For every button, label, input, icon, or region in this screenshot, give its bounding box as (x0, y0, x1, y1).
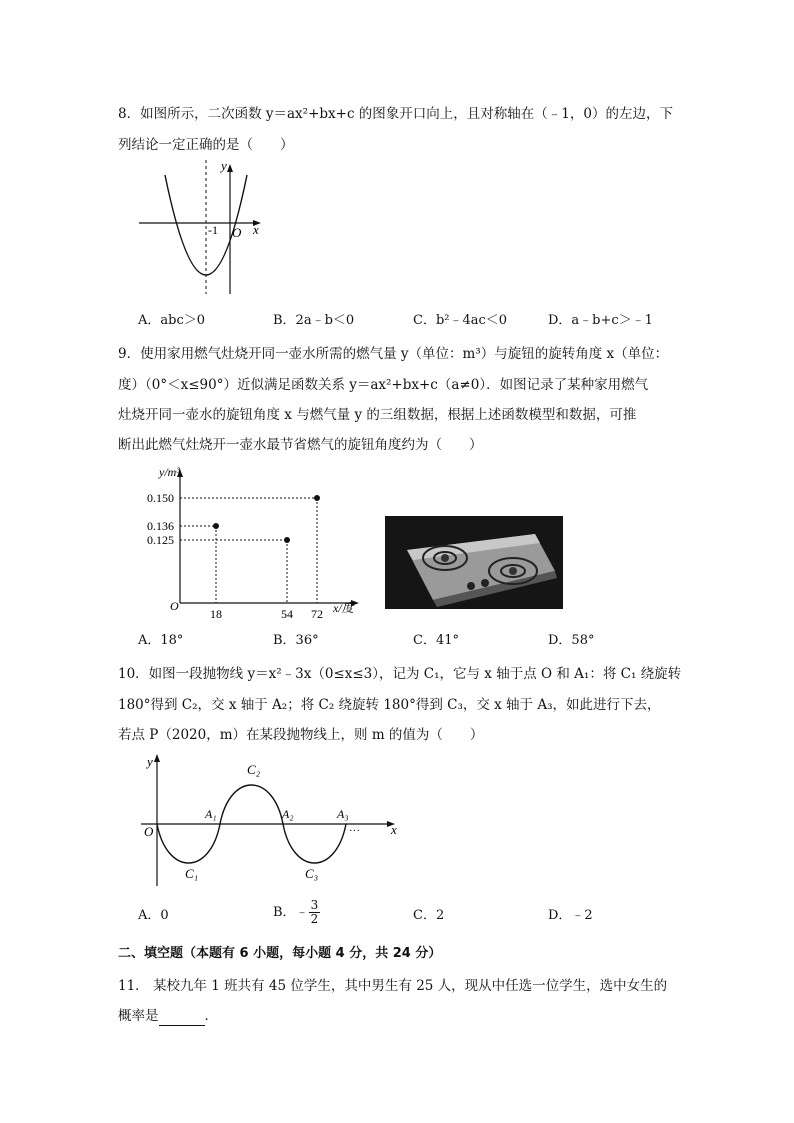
q10-label-c3: C₃ (305, 866, 319, 881)
q10-label-c2: C₂ (247, 762, 261, 777)
q9-y-tick-label-2: 0.150 (147, 491, 174, 505)
q10-label-c1: C₁ (185, 866, 199, 881)
q8-tick-label: -1 (208, 223, 218, 237)
q10-option-d[interactable]: D．﹣2 (548, 908, 593, 923)
section-2-title: 二、填空题（本题有 6 小题，每小题 4 分，共 24 分） (118, 946, 442, 961)
q9-y-tick-label-1: 0.125 (147, 533, 174, 547)
q8-option-d[interactable]: D．a﹣b+c＞﹣1 (548, 313, 653, 328)
q11-text-line-2 (118, 1006, 218, 1026)
q10-text-line-3: 若点 P（2020，m）在某段抛物线上，则 m 的值为（ ） (118, 727, 484, 743)
q9-option-b[interactable]: B．36° (273, 633, 319, 648)
q10-option-b-denominator: 2 (310, 912, 319, 926)
q9-text-line-4: 断出此燃气灶烧开一壶水最节省燃气的旋钮角度约为（ ） (118, 437, 483, 453)
q10-parabola-graph (135, 752, 405, 890)
q10-label-a3: A₃ (337, 807, 349, 821)
q11-line2-suffix: ． (204, 1008, 218, 1024)
q9-scatter-chart (135, 463, 370, 623)
q10-option-b-prefix: B．﹣ (273, 905, 309, 920)
q9-text-line-1: 9．使用家用燃气灶烧开同一壶水所需的燃气量 y（单位：m³）与旋钮的旋转角度 x（单位： (118, 346, 669, 362)
q11-text-line-1: 11． 某校九年 1 班共有 45 位学生，其中男生有 25 人，现从中任选一位学生，选中女生的 (118, 978, 668, 994)
q9-x-tick-label-2: 72 (311, 607, 323, 621)
q8-option-b[interactable]: B．2a﹣b＜0 (273, 313, 355, 328)
q9-option-c[interactable]: C．41° (413, 633, 459, 648)
q10-option-b-numerator: 3 (310, 898, 319, 912)
q9-x-tick-label-0: 18 (210, 607, 222, 621)
q11-answer-blank[interactable] (159, 1011, 205, 1026)
q10-label-a1: A₁ (205, 807, 217, 821)
q8-origin-label: O (232, 225, 242, 240)
q9-option-d[interactable]: D．58° (548, 633, 595, 648)
q10-text-line-2: 180°得到 C₂，交 x 轴于 A₂；将 C₂ 绕旋转 180°得到 C₃，交 x 轴于 A₃，如此进行下去， (118, 697, 661, 713)
q8-parabola-graph (135, 160, 265, 300)
q10-option-a[interactable]: A．0 (138, 908, 169, 923)
q9-text-line-3: 灶烧开同一壶水的旋钮角度 x 与燃气量 y 的三组数据，根据上述函数模型和数据，可推 (118, 407, 637, 423)
q10-option-b-fraction (309, 899, 321, 926)
q9-text-line-2: 度）（0°＜x≤90°）近似满足函数关系 y＝ax²+bx+c（a≠0）．如图记录了某种家用燃气 (118, 377, 649, 393)
q8-text-line-2: 列结论一定正确的是（ ） (118, 137, 294, 153)
q10-y-axis-label: y (147, 754, 153, 769)
q9-y-axis-label: y/m³ (159, 465, 180, 479)
q8-option-c[interactable]: C．b²﹣4ac＜0 (413, 313, 508, 328)
q10-option-c[interactable]: C．2 (413, 908, 445, 923)
q9-y-tick-label-0: 0.136 (147, 519, 174, 533)
gas-stove-photo (385, 516, 563, 609)
q9-origin-label: O (170, 599, 179, 613)
q8-option-a[interactable]: A．abc＞0 (138, 313, 206, 328)
q11-line2-prefix: 概率是 (118, 1008, 159, 1024)
q10-origin-label: O (144, 824, 154, 839)
q8-text-line-1: 8．如图所示，二次函数 y＝ax²+bx+c 的图象开口向上，且对称轴在（﹣1，0）的左边，下 (118, 106, 673, 122)
q10-text-line-1: 10．如图一段抛物线 y＝x²﹣3x（0≤x≤3），记为 C₁，它与 x 轴于点 O 和 A₁：将 C₁ 绕旋转 (118, 666, 682, 682)
q10-continuation-dots: ··· (349, 825, 360, 837)
q9-x-axis-label: x/度 (333, 601, 354, 615)
q10-option-b[interactable] (273, 898, 320, 928)
q8-y-axis-label: y (221, 160, 227, 173)
q8-x-axis-label: x (253, 222, 259, 237)
q9-x-tick-label-1: 54 (281, 607, 293, 621)
q9-data-point-0 (213, 523, 219, 529)
q9-data-point-2 (314, 495, 320, 501)
q9-data-point-1 (284, 537, 290, 543)
q9-option-a[interactable]: A．18° (138, 633, 184, 648)
q10-label-a2: A₂ (282, 807, 294, 821)
q10-x-axis-label: x (391, 822, 397, 837)
